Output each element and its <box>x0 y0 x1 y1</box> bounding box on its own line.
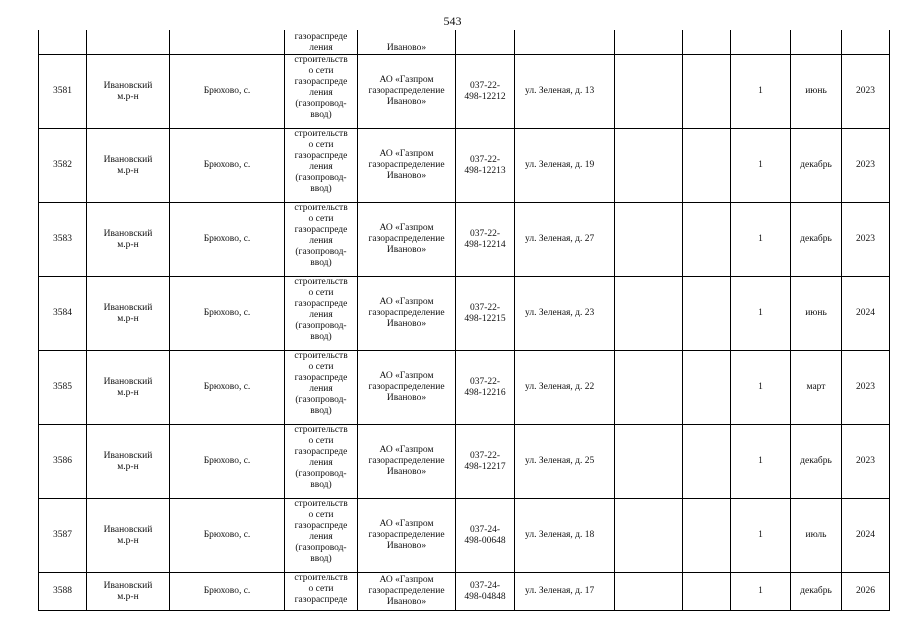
table-row <box>39 203 890 277</box>
cell-address: ул. Зеленая, д. 27 <box>515 203 615 277</box>
cell-work: строительств о сети газораспреде ления (газопровод- ввод) <box>285 499 358 573</box>
cell-month: декабрь <box>791 129 842 203</box>
cell-district: Ивановский м.р-н <box>87 425 170 499</box>
cell-num: 3584 <box>39 277 87 351</box>
cell-work: строительств о сети газораспреде ления (газопровод- ввод) <box>285 351 358 425</box>
cell-empty-b <box>683 129 731 203</box>
cell-year: 2023 <box>842 425 890 499</box>
cell-num <box>39 30 87 55</box>
table-row <box>39 277 890 351</box>
table-row-continuation <box>39 30 890 55</box>
cell-qty: 1 <box>731 573 791 611</box>
cell-work: строительств о сети газораспреде ления (газопровод- ввод) <box>285 129 358 203</box>
cell-address: ул. Зеленая, д. 23 <box>515 277 615 351</box>
cell-num: 3583 <box>39 203 87 277</box>
table-row <box>39 425 890 499</box>
cell-month: декабрь <box>791 203 842 277</box>
cell-num: 3581 <box>39 55 87 129</box>
cell-qty: 1 <box>731 499 791 573</box>
cell-owner: АО «Газпром газораспределение Иваново» <box>358 277 456 351</box>
cell-settlement <box>170 30 285 55</box>
table-row <box>39 351 890 425</box>
table-row <box>39 129 890 203</box>
cell-code: 037-22- 498-12213 <box>456 129 515 203</box>
cell-qty: 1 <box>731 351 791 425</box>
cell-owner: АО «Газпром газораспределение Иваново» <box>358 129 456 203</box>
cell-code: 037-22- 498-12214 <box>456 203 515 277</box>
cell-settlement: Брюхово, с. <box>170 129 285 203</box>
cell-qty: 1 <box>731 129 791 203</box>
cell-settlement: Брюхово, с. <box>170 425 285 499</box>
cell-month <box>791 30 842 55</box>
cell-address: ул. Зеленая, д. 17 <box>515 573 615 611</box>
cell-empty-b <box>683 425 731 499</box>
cell-year: 2026 <box>842 573 890 611</box>
cell-code: 037-22- 498-12212 <box>456 55 515 129</box>
cell-month: март <box>791 351 842 425</box>
cell-work: строительств о сети газораспреде <box>285 573 358 611</box>
cell-settlement: Брюхово, с. <box>170 55 285 129</box>
cell-work: строительств о сети газораспреде ления (газопровод- ввод) <box>285 425 358 499</box>
cell-owner: АО «Газпром газораспределение Иваново» <box>358 351 456 425</box>
table-row <box>39 499 890 573</box>
cell-qty: 1 <box>731 425 791 499</box>
cell-empty-b <box>683 499 731 573</box>
cell-empty-a <box>615 203 683 277</box>
cell-work: строительств о сети газораспреде ления (газопровод- ввод) <box>285 55 358 129</box>
cell-empty-b <box>683 203 731 277</box>
cell-district: Ивановский м.р-н <box>87 55 170 129</box>
cell-work: строительств о сети газораспреде ления (газопровод- ввод) <box>285 277 358 351</box>
cell-owner: АО «Газпром газораспределение Иваново» <box>358 425 456 499</box>
cell-settlement: Брюхово, с. <box>170 573 285 611</box>
cell-empty-b <box>683 55 731 129</box>
cell-settlement: Брюхово, с. <box>170 499 285 573</box>
cell-empty-a <box>615 129 683 203</box>
cell-empty-b <box>683 351 731 425</box>
cell-num: 3587 <box>39 499 87 573</box>
cell-settlement: Брюхово, с. <box>170 277 285 351</box>
register-table <box>38 30 890 611</box>
cell-month: декабрь <box>791 425 842 499</box>
cell-empty-b <box>683 573 731 611</box>
cell-district <box>87 30 170 55</box>
cell-year: 2023 <box>842 351 890 425</box>
cell-settlement: Брюхово, с. <box>170 351 285 425</box>
cell-qty: 1 <box>731 55 791 129</box>
cell-year: 2023 <box>842 129 890 203</box>
cell-code: 037-22- 498-12217 <box>456 425 515 499</box>
cell-year: 2024 <box>842 499 890 573</box>
cell-num: 3585 <box>39 351 87 425</box>
cell-num: 3588 <box>39 573 87 611</box>
cell-empty-a <box>615 351 683 425</box>
cell-empty-a <box>615 425 683 499</box>
cell-qty: 1 <box>731 203 791 277</box>
cell-owner: АО «Газпром газораспределение Иваново» <box>358 499 456 573</box>
cell-code: 037-24- 498-04848 <box>456 573 515 611</box>
cell-code: 037-24- 498-00648 <box>456 499 515 573</box>
cell-code <box>456 30 515 55</box>
cell-address: ул. Зеленая, д. 25 <box>515 425 615 499</box>
cell-settlement: Брюхово, с. <box>170 203 285 277</box>
cell-num: 3582 <box>39 129 87 203</box>
cell-district: Ивановский м.р-н <box>87 573 170 611</box>
cell-empty-a <box>615 30 683 55</box>
cell-month: июль <box>791 499 842 573</box>
cell-address <box>515 30 615 55</box>
table-row <box>39 573 890 611</box>
page-number: 543 <box>443 14 462 28</box>
cell-empty-b <box>683 30 731 55</box>
cell-year <box>842 30 890 55</box>
cell-work: строительств о сети газораспреде ления (газопровод- ввод) <box>285 203 358 277</box>
cell-address: ул. Зеленая, д. 19 <box>515 129 615 203</box>
cell-address: ул. Зеленая, д. 18 <box>515 499 615 573</box>
cell-num: 3586 <box>39 425 87 499</box>
cell-year: 2023 <box>842 55 890 129</box>
cell-empty-b <box>683 277 731 351</box>
cell-empty-a <box>615 55 683 129</box>
cell-empty-a <box>615 277 683 351</box>
cell-district: Ивановский м.р-н <box>87 129 170 203</box>
cell-owner: АО «Газпром газораспределение Иваново» <box>358 55 456 129</box>
cell-year: 2023 <box>842 203 890 277</box>
cell-empty-a <box>615 499 683 573</box>
cell-month: июнь <box>791 277 842 351</box>
cell-owner: АО «Газпром газораспределение Иваново» <box>358 203 456 277</box>
cell-empty-a <box>615 573 683 611</box>
cell-qty: 1 <box>731 277 791 351</box>
cell-address: ул. Зеленая, д. 13 <box>515 55 615 129</box>
cell-work: газораспреде ления <box>285 30 358 55</box>
table-body <box>39 30 890 611</box>
cell-district: Ивановский м.р-н <box>87 351 170 425</box>
cell-district: Ивановский м.р-н <box>87 277 170 351</box>
table-row <box>39 55 890 129</box>
cell-year: 2024 <box>842 277 890 351</box>
cell-month: декабрь <box>791 573 842 611</box>
cell-district: Ивановский м.р-н <box>87 499 170 573</box>
cell-district: Ивановский м.р-н <box>87 203 170 277</box>
cell-address: ул. Зеленая, д. 22 <box>515 351 615 425</box>
cell-owner: Иваново» <box>358 30 456 55</box>
cell-code: 037-22- 498-12215 <box>456 277 515 351</box>
cell-qty <box>731 30 791 55</box>
cell-code: 037-22- 498-12216 <box>456 351 515 425</box>
cell-owner: АО «Газпром газораспределение Иваново» <box>358 573 456 611</box>
cell-month: июнь <box>791 55 842 129</box>
